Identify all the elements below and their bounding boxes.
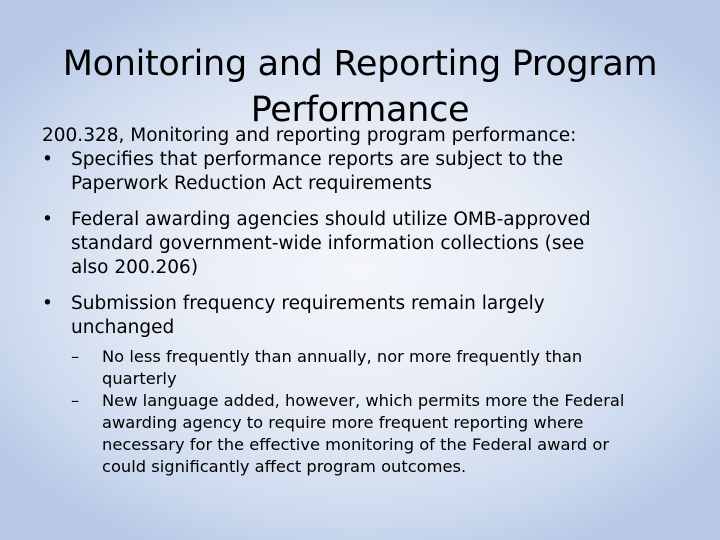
slide-title-line-2: Performance [250,90,470,131]
sub-bullet-line: awarding agency to require more frequent reporting where [102,413,584,432]
sub-bullet-line: New language added, however, which permits more the Federal [102,391,625,410]
bullet-list [42,148,692,478]
sub-bullet-item-new-language [71,390,692,478]
bullet-item-paperwork [42,148,692,196]
bullet-line: Paperwork Reduction Act requirements [71,173,432,194]
sub-bullet-line: quarterly [102,369,177,388]
bullet-item-submission-frequency [42,292,692,478]
intro-text: 200.328, Monitoring and reporting program performance: [42,125,577,146]
bullet-line: also 200.206) [71,257,199,278]
sub-bullet-item-frequency-range [71,346,692,390]
slide-title [20,41,700,133]
sub-bullet-line: necessary for the effective monitoring of the Federal award or [102,435,610,454]
sub-bullet-marker: – [71,391,80,410]
bullet-item-omb-collections [42,208,692,280]
bullet-line: Submission frequency requirements remain largely [71,293,545,314]
bullet-line: unchanged [71,317,175,338]
bullet-line: Federal awarding agencies should utilize OMB-approved [71,209,591,230]
bullet-line: standard government-wide information collections (see [71,233,585,254]
sub-bullet-line: could significantly affect program outcomes. [102,457,467,476]
bullet-marker: • [42,293,53,314]
slide-title-line-1: Monitoring and Reporting Program [62,44,658,85]
slide-body [42,124,692,478]
bullet-line: Specifies that performance reports are subject to the [71,149,564,170]
sub-bullet-marker: – [71,347,80,366]
sub-bullet-list [71,346,692,478]
sub-bullet-line: No less frequently than annually, nor more frequently than [102,347,583,366]
bullet-marker: • [42,149,53,170]
bullet-marker: • [42,209,53,230]
